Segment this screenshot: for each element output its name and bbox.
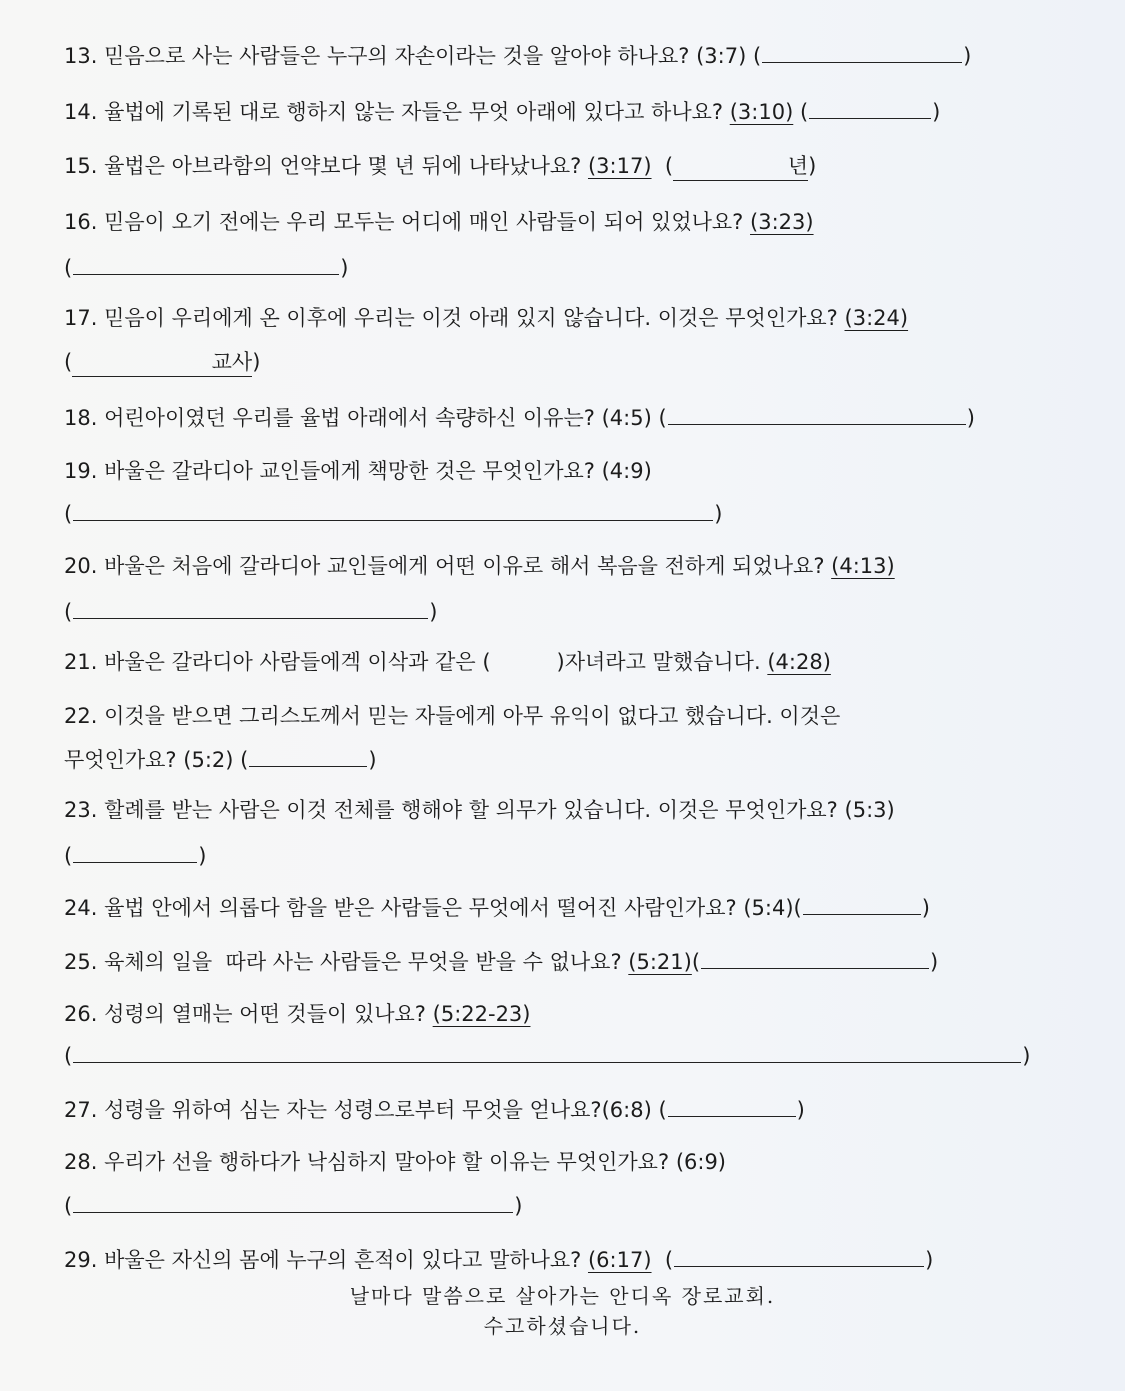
question-number: 24. [64,896,98,920]
question-text: 바울은 갈라디아 사람들에겍 이삭과 같은 ( [104,650,491,674]
question-number: 25. [64,950,98,974]
paren-close: ) [429,600,438,624]
paren-close: ) [198,844,207,868]
question-22-line2 [64,744,377,774]
question-number: 21. [64,650,98,674]
question-text: 할례를 받는 사람은 이것 전체를 행해야 할 의무가 있습니다. 이것은 무엇인가요? [104,798,838,822]
question-16 [64,208,814,236]
question-number: 29. [64,1248,98,1272]
question-number: 28. [64,1150,98,1174]
paren-close: ) [714,502,723,526]
verse-ref: (6:9) [675,1150,726,1174]
question-25 [64,946,938,976]
verse-ref: (5:2) [183,748,234,772]
question-text: 믿음이 오기 전에는 우리 모두는 어디에 매인 사람들이 되어 있었나요? [104,210,744,234]
paren-open: ( [64,600,73,624]
question-17-answer [64,348,260,377]
paren-close: ) [925,1248,934,1272]
question-text: 율법은 아브라함의 언약보다 몇 년 뒤에 나타났나요? [104,154,582,178]
question-28-answer [64,1190,522,1220]
question-number: 16. [64,210,98,234]
verse-ref: (6:17) [587,1248,652,1272]
paren-close: ) [340,256,349,280]
verse-ref: (4:13) [831,554,895,578]
question-text: 우리가 선을 행하다가 낙심하지 말아야 할 이유는 무엇인가요? [104,1150,670,1174]
paren-open: ( [64,1044,73,1068]
question-number: 26. [64,1002,98,1026]
answer-blank[interactable] [72,348,252,377]
answer-blank[interactable] [701,946,929,969]
question-18 [64,402,975,432]
answer-blank[interactable] [674,1244,924,1267]
verse-ref: (3:23) [750,210,814,234]
answer-blank[interactable] [73,840,197,863]
paren-open: ( [64,1194,73,1218]
paren-open: ( [240,748,249,772]
verse-ref: (3:7) [696,44,747,68]
question-23-answer [64,840,206,870]
question-20 [64,552,895,580]
answer-suffix: 교사 [211,350,253,374]
paren-close: ) [252,350,261,374]
question-28 [64,1148,726,1176]
paren-close: ) [963,44,972,68]
paren-close: ) [1022,1044,1031,1068]
question-text: 성령의 열매는 어떤 것들이 있나요? [104,1002,426,1026]
question-number: 17. [64,306,98,330]
question-number: 13. [64,44,98,68]
question-text: )자녀라고 말했습니다. [556,650,761,674]
answer-blank[interactable] [73,252,339,275]
paren-close: ) [368,748,377,772]
question-14 [64,96,940,126]
question-23 [64,796,895,824]
question-text: 무엇인가요? [64,748,177,772]
paren-close: ) [966,406,975,430]
paren-open: ( [658,406,667,430]
verse-ref: (4:28) [767,650,831,674]
answer-blank[interactable] [668,402,966,425]
verse-ref: (5:21) [628,950,692,974]
question-text: 성령을 위하여 심는 자는 성령으로부터 무엇을 얻나요? [104,1098,602,1122]
question-21 [64,648,831,676]
question-number: 18. [64,406,98,430]
paren-open: ( [64,350,73,374]
question-29 [64,1244,933,1274]
question-13 [64,40,971,70]
question-text: 육체의 일을 따라 사는 사람들은 무엇을 받을 수 없나요? [104,950,622,974]
answer-blank[interactable] [73,596,428,619]
question-26-answer [64,1040,1030,1070]
question-text: 어린아이였던 우리를 율법 아래에서 속량하신 이유는? [104,406,595,430]
verse-ref: (5:3) [844,798,895,822]
paren-open: ( [793,896,802,920]
question-text: 믿음으로 사는 사람들은 누구의 자손이라는 것을 알아야 하나요? [104,44,690,68]
verse-ref: (3:10) [729,100,794,124]
question-22 [64,702,840,730]
question-text: 이것을 받으면 그리스도께서 믿는 자들에게 아무 유익이 없다고 했습니다. 이것은 [104,704,841,728]
answer-blank[interactable] [809,96,931,119]
question-text: 바울은 처음에 갈라디아 교인들에게 어떤 이유로 해서 복음을 전하게 되었나요? [104,554,825,578]
paren-close: ) [514,1194,523,1218]
question-number: 19. [64,459,98,483]
question-number: 14. [64,100,98,124]
paren-close: ) [921,896,930,920]
paren-open: ( [664,1248,674,1272]
verse-ref: (6:8) [601,1098,652,1122]
question-number: 22. [64,704,98,728]
verse-ref: (3:17) [587,154,652,178]
question-26 [64,1000,530,1028]
question-number: 27. [64,1098,98,1122]
answer-blank[interactable] [73,1190,513,1213]
paren-close: ) [930,950,939,974]
answer-blank[interactable] [762,40,962,63]
paren-open: ( [691,950,701,974]
verse-ref: (4:9) [601,459,652,483]
answer-blank[interactable] [803,892,921,915]
question-number: 23. [64,798,98,822]
question-20-answer [64,596,437,626]
question-19-answer [64,498,722,528]
paren-open: ( [664,154,674,178]
question-text: 율법에 기록된 대로 행하지 않는 자들은 무엇 아래에 있다고 하나요? [104,100,724,124]
paren-close: ) [808,154,817,178]
question-text: 율법 안에서 의롭다 함을 받은 사람들은 무엇에서 떨어진 사람인가요? [104,896,737,920]
question-27 [64,1094,805,1124]
question-text: 바울은 자신의 몸에 누구의 흔적이 있다고 말하나요? [104,1248,582,1272]
paren-open: ( [799,100,809,124]
verse-ref: (3:24) [844,306,909,330]
paren-close: ) [932,100,941,124]
question-24 [64,892,930,922]
verse-ref: (5:22-23) [432,1002,531,1026]
question-16-answer [64,252,348,282]
answer-blank[interactable] [668,1094,796,1117]
answer-blank[interactable] [249,744,367,767]
question-number: 20. [64,554,98,578]
question-17 [64,304,908,332]
answer-suffix: 년 [787,154,809,178]
answer-blank[interactable] [673,152,808,181]
paren-open: ( [64,844,73,868]
question-19 [64,457,652,485]
paren-open: ( [64,256,73,280]
question-number: 15. [64,154,98,178]
question-text: 바울은 갈라디아 교인들에게 책망한 것은 무엇인가요? [104,459,595,483]
paren-open: ( [658,1098,667,1122]
answer-blank[interactable] [73,1040,1021,1063]
paren-close: ) [796,1098,805,1122]
question-text: 믿음이 우리에게 온 이후에 우리는 이것 아래 있지 않습니다. 이것은 무엇인가요? [104,306,838,330]
paren-open: ( [752,44,762,68]
answer-blank[interactable] [73,498,713,521]
footer-thanks-line: 수고하셨습니다. [483,1314,642,1338]
footer-church-line: 날마다 말씀으로 살아가는 안디옥 장로교회. [349,1284,776,1308]
verse-ref: (5:4) [743,896,794,920]
question-15 [64,152,816,181]
verse-ref: (4:5) [601,406,652,430]
paren-open: ( [64,502,73,526]
